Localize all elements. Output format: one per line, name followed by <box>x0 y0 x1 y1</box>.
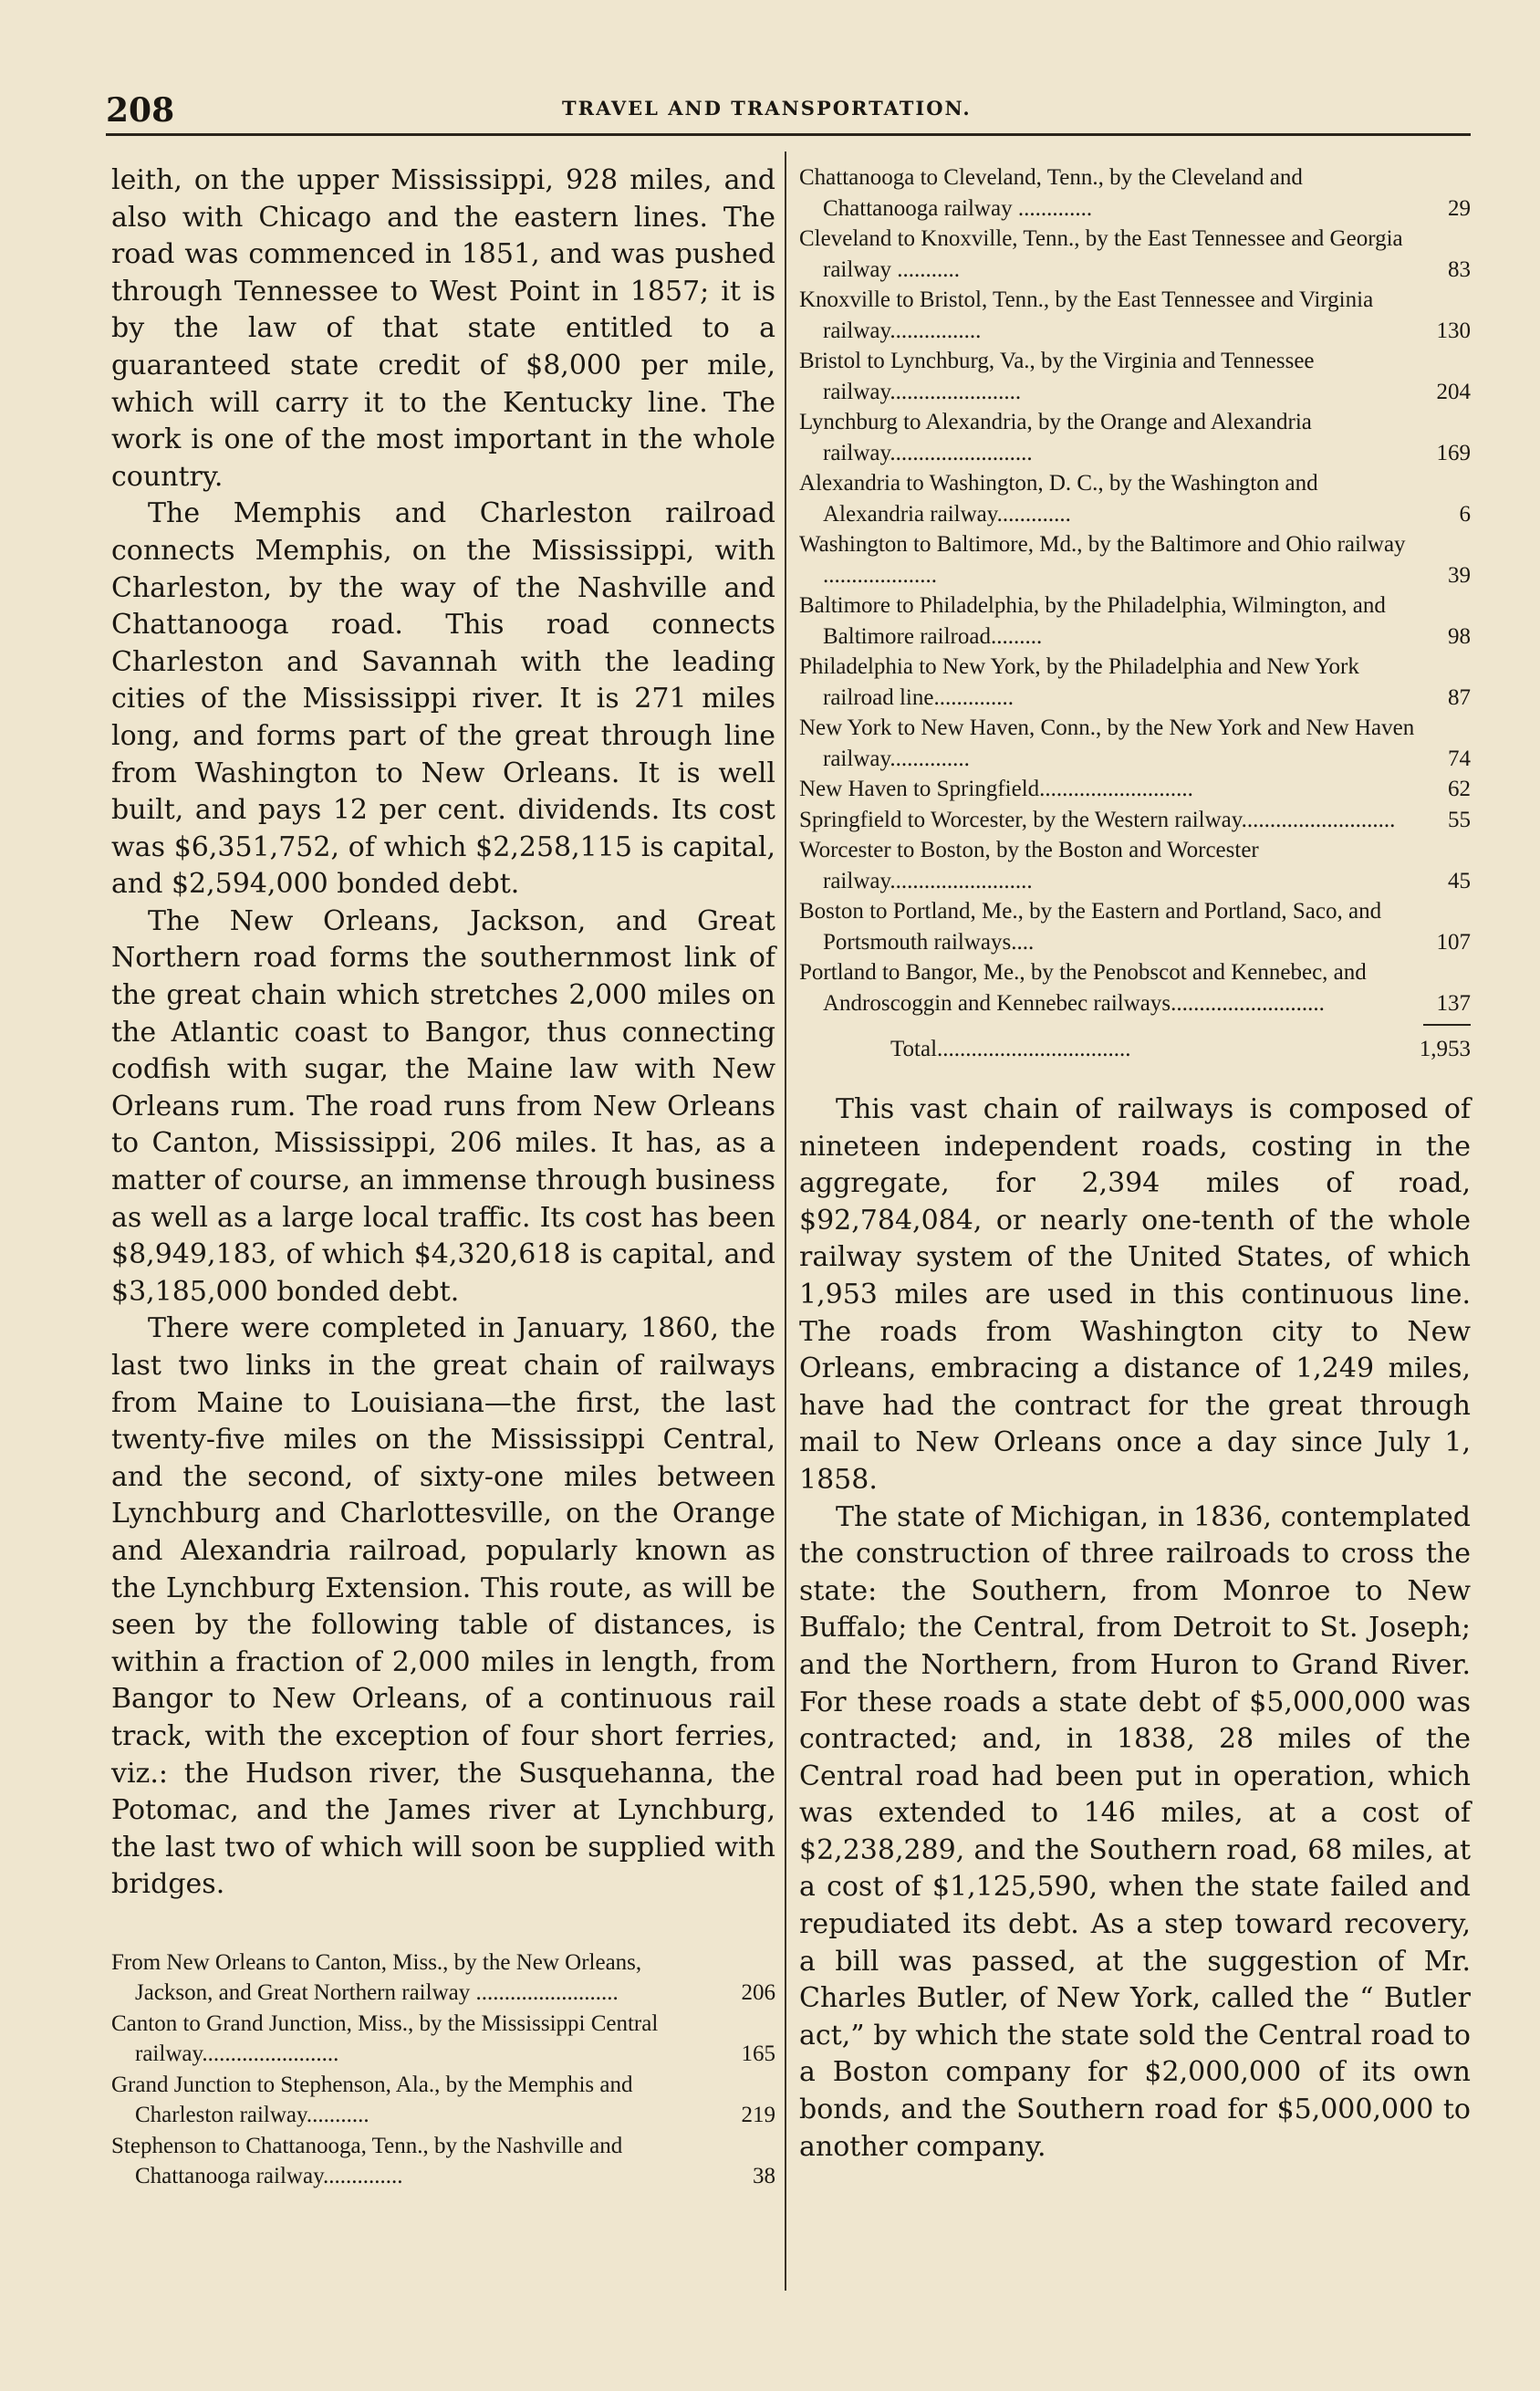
total-label: Total.................................. <box>890 1037 1131 1061</box>
distance-row <box>799 957 1471 1018</box>
right-column <box>799 162 1471 2166</box>
miles-value: 219 <box>741 2103 775 2128</box>
miles-value: 137 <box>1436 990 1471 1016</box>
total-miles: 1,953 <box>1419 1037 1471 1061</box>
miles-value: 83 <box>1448 256 1471 282</box>
distance-row <box>799 774 1471 805</box>
route-text: Portland to Bangor, Me., by the Penobscot and Kennebec, and Androscoggin and Kennebec railways........................... <box>799 960 1367 1016</box>
distance-row <box>799 285 1471 346</box>
route-text: Knoxville to Bristol, Tenn., by the East Tennessee and Virginia railway................ <box>799 287 1374 343</box>
route-text: From New Orleans to Canton, Miss., by the New Orleans, Jackson, and Great Northern railway ......................... <box>111 1949 642 2006</box>
left-column <box>111 162 775 2192</box>
miles-value: 206 <box>741 1980 775 2006</box>
distance-row <box>111 1947 775 2009</box>
route-text: Boston to Portland, Me., by the Eastern and Portland, Saco, and Portsmouth railways.... <box>799 899 1382 955</box>
miles-value: 45 <box>1448 868 1471 893</box>
route-text: Canton to Grand Junction, Miss., by the Mississippi Central railway........................ <box>111 2010 659 2067</box>
distance-row <box>799 224 1471 285</box>
route-text: Lynchburg to Alexandria, by the Orange and Alexandria railway......................... <box>799 410 1312 465</box>
route-text: Baltimore to Philadelphia, by the Philadelphia, Wilmington, and Baltimore railroad......... <box>799 593 1386 649</box>
distance-table-part-2 <box>799 162 1471 1018</box>
route-text: Worcester to Boston, by the Boston and Worcester railway......................... <box>799 838 1259 893</box>
miles-value: 29 <box>1448 195 1471 221</box>
distance-row <box>111 2009 775 2070</box>
total-row <box>799 1031 1471 1068</box>
distance-row <box>799 407 1471 468</box>
distance-row <box>799 346 1471 407</box>
paragraph: The Memphis and Charleston railroad connects Memphis, on the Mississippi, with Charleston, by the way of the Nashville and Chattanooga road. This road connects Charleston and Savannah with the leading cities of the Mississippi river. It is 271 miles long, and forms part of the great through line from Washington to New Orleans. It is well built, and pays 12 per cent. dividends. Its cost was $6,351,752, of which $2,258,115 is capital, and $2,594,000 bonded debt. <box>111 497 775 901</box>
miles-value: 204 <box>1436 379 1471 404</box>
distance-row <box>111 2070 775 2131</box>
paragraph: The state of Michigan, in 1836, contemplated the construction of three railroads to cross the state: the Southern, from Monroe to New Buffalo; the Central, from Detroit to St. Joseph; and the Northern, from Huron to Grand River. For these roads a state debt of $5,000,000 was contracted; and, in 1838, 28 miles of the Central road had been put in operation, which was extended to 146 miles, at a cost of $2,238,289, and the Southern road, 68 miles, at a cost of $1,125,590, when the state failed and repudiated its debt. As a step toward recovery, a bill was passed, at the suggestion of Mr. Charles Butler, of New York, called the “ Butler act,” by which the state sold the Central road to a Boston company for $2,000,000 of its own bonds, and the Southern road for $5,000,000 to another company. <box>799 1500 1471 2163</box>
miles-value: 87 <box>1448 684 1471 710</box>
route-text: New Haven to Springfield........................... <box>799 777 1193 801</box>
header-rule <box>106 133 1471 136</box>
miles-value: 38 <box>753 2164 775 2189</box>
distance-row <box>799 529 1471 590</box>
miles-value: 98 <box>1448 623 1471 649</box>
route-text: Alexandria to Washington, D. C., by the Washington and Alexandria railway............. <box>799 471 1318 527</box>
route-text: Springfield to Worcester, by the Western railway........................... <box>799 807 1396 832</box>
miles-value: 169 <box>1436 440 1471 465</box>
column-divider <box>785 151 786 2291</box>
route-text: Washington to Baltimore, Md., by the Baltimore and Ohio railway .................... <box>799 532 1406 588</box>
miles-value: 62 <box>1448 777 1471 801</box>
distance-row <box>111 2131 775 2192</box>
route-text: Grand Junction to Stephenson, Ala., by the Memphis and Charleston railway........... <box>111 2072 633 2128</box>
route-text: Bristol to Lynchburg, Va., by the Virginia and Tennessee railway....................... <box>799 349 1315 404</box>
route-text: Philadelphia to New York, by the Philadelphia and New York railroad line.............. <box>799 654 1359 710</box>
miles-value: 6 <box>1459 501 1471 527</box>
paragraph: There were completed in January, 1860, the last two links in the great chain of railways from Maine to Louisiana—the first, the last twenty-five miles on the Mississippi Central, and the second, of sixty-one miles between Lynchburg and Charlottesville, on the Orange and Alexandria railroad, popularly known as the Lynchburg Extension. This route, as will be seen by the following table of distances, is within a fraction of 2,000 miles in length, from Bangor to New Orleans, of a continuous rail track, with the exception of four short ferries, viz.: the Hudson river, the Susquehanna, the Potomac, and the James river at Lynchburg, the last two of which will soon be supplied with bridges. <box>111 1312 775 1901</box>
miles-value: 165 <box>741 2041 775 2067</box>
running-title: TRAVEL AND TRANSPORTATION. <box>562 97 972 120</box>
distance-row <box>799 713 1471 774</box>
distance-row <box>799 652 1471 713</box>
distance-row <box>799 162 1471 224</box>
route-text: New York to New Haven, Conn., by the New York and New Haven railway.............. <box>799 715 1415 771</box>
distance-row <box>799 835 1471 896</box>
route-text: Chattanooga to Cleveland, Tenn., by the Cleveland and Chattanooga railway ............. <box>799 165 1303 221</box>
distance-row <box>799 896 1471 957</box>
paragraph: The New Orleans, Jackson, and Great Northern road forms the southernmost link of the great chain which stretches 2,000 miles on the Atlantic coast to Bangor, thus connecting codfish with sugar, the Maine law with New Orleans rum. The road runs from New Orleans to Canton, Mississippi, 206 miles. It has, as a matter of course, an immense through business as well as a large local traffic. Its cost has been $8,949,183, of which $4,320,618 is capital, and $3,185,000 bonded debt. <box>111 904 775 1308</box>
route-text: Cleveland to Knoxville, Tenn., by the East Tennessee and Georgia railway ........... <box>799 226 1403 282</box>
miles-value: 130 <box>1436 318 1471 343</box>
miles-value: 39 <box>1448 562 1471 588</box>
miles-value: 74 <box>1448 746 1471 771</box>
distance-table-part-1 <box>111 1947 775 2192</box>
miles-value: 107 <box>1436 929 1471 955</box>
distance-row <box>799 590 1471 652</box>
route-text: Stephenson to Chattanooga, Tenn., by the Nashville and Chattanooga railway.............. <box>111 2133 623 2189</box>
page-number: 208 <box>106 91 175 130</box>
distance-row <box>799 468 1471 529</box>
miles-value: 55 <box>1448 807 1471 832</box>
paragraph: This vast chain of railways is composed of nineteen independent roads, costing in the aggregate, for 2,394 miles of road, $92,784,084, or nearly one-tenth of the whole railway system of the United States, of which 1,953 miles are used in this continuous line. The roads from Washington city to New Orleans, embracing a distance of 1,249 miles, have had the contract for the great through mail to New Orleans once a day since July 1, 1858. <box>799 1093 1471 1496</box>
paragraph: leith, on the upper Mississippi, 928 miles, and also with Chicago and the eastern lines. The road was commenced in 1851, and was pushed through Tennessee to West Point in 1857; it is by the law of that state entitled to a guaranteed state credit of $8,000 per mile, which will carry it to the Kentucky line. The work is one of the most important in the whole country. <box>111 164 775 493</box>
page-header <box>106 91 1471 128</box>
total-rule <box>1423 1024 1471 1026</box>
distance-row <box>799 805 1471 836</box>
